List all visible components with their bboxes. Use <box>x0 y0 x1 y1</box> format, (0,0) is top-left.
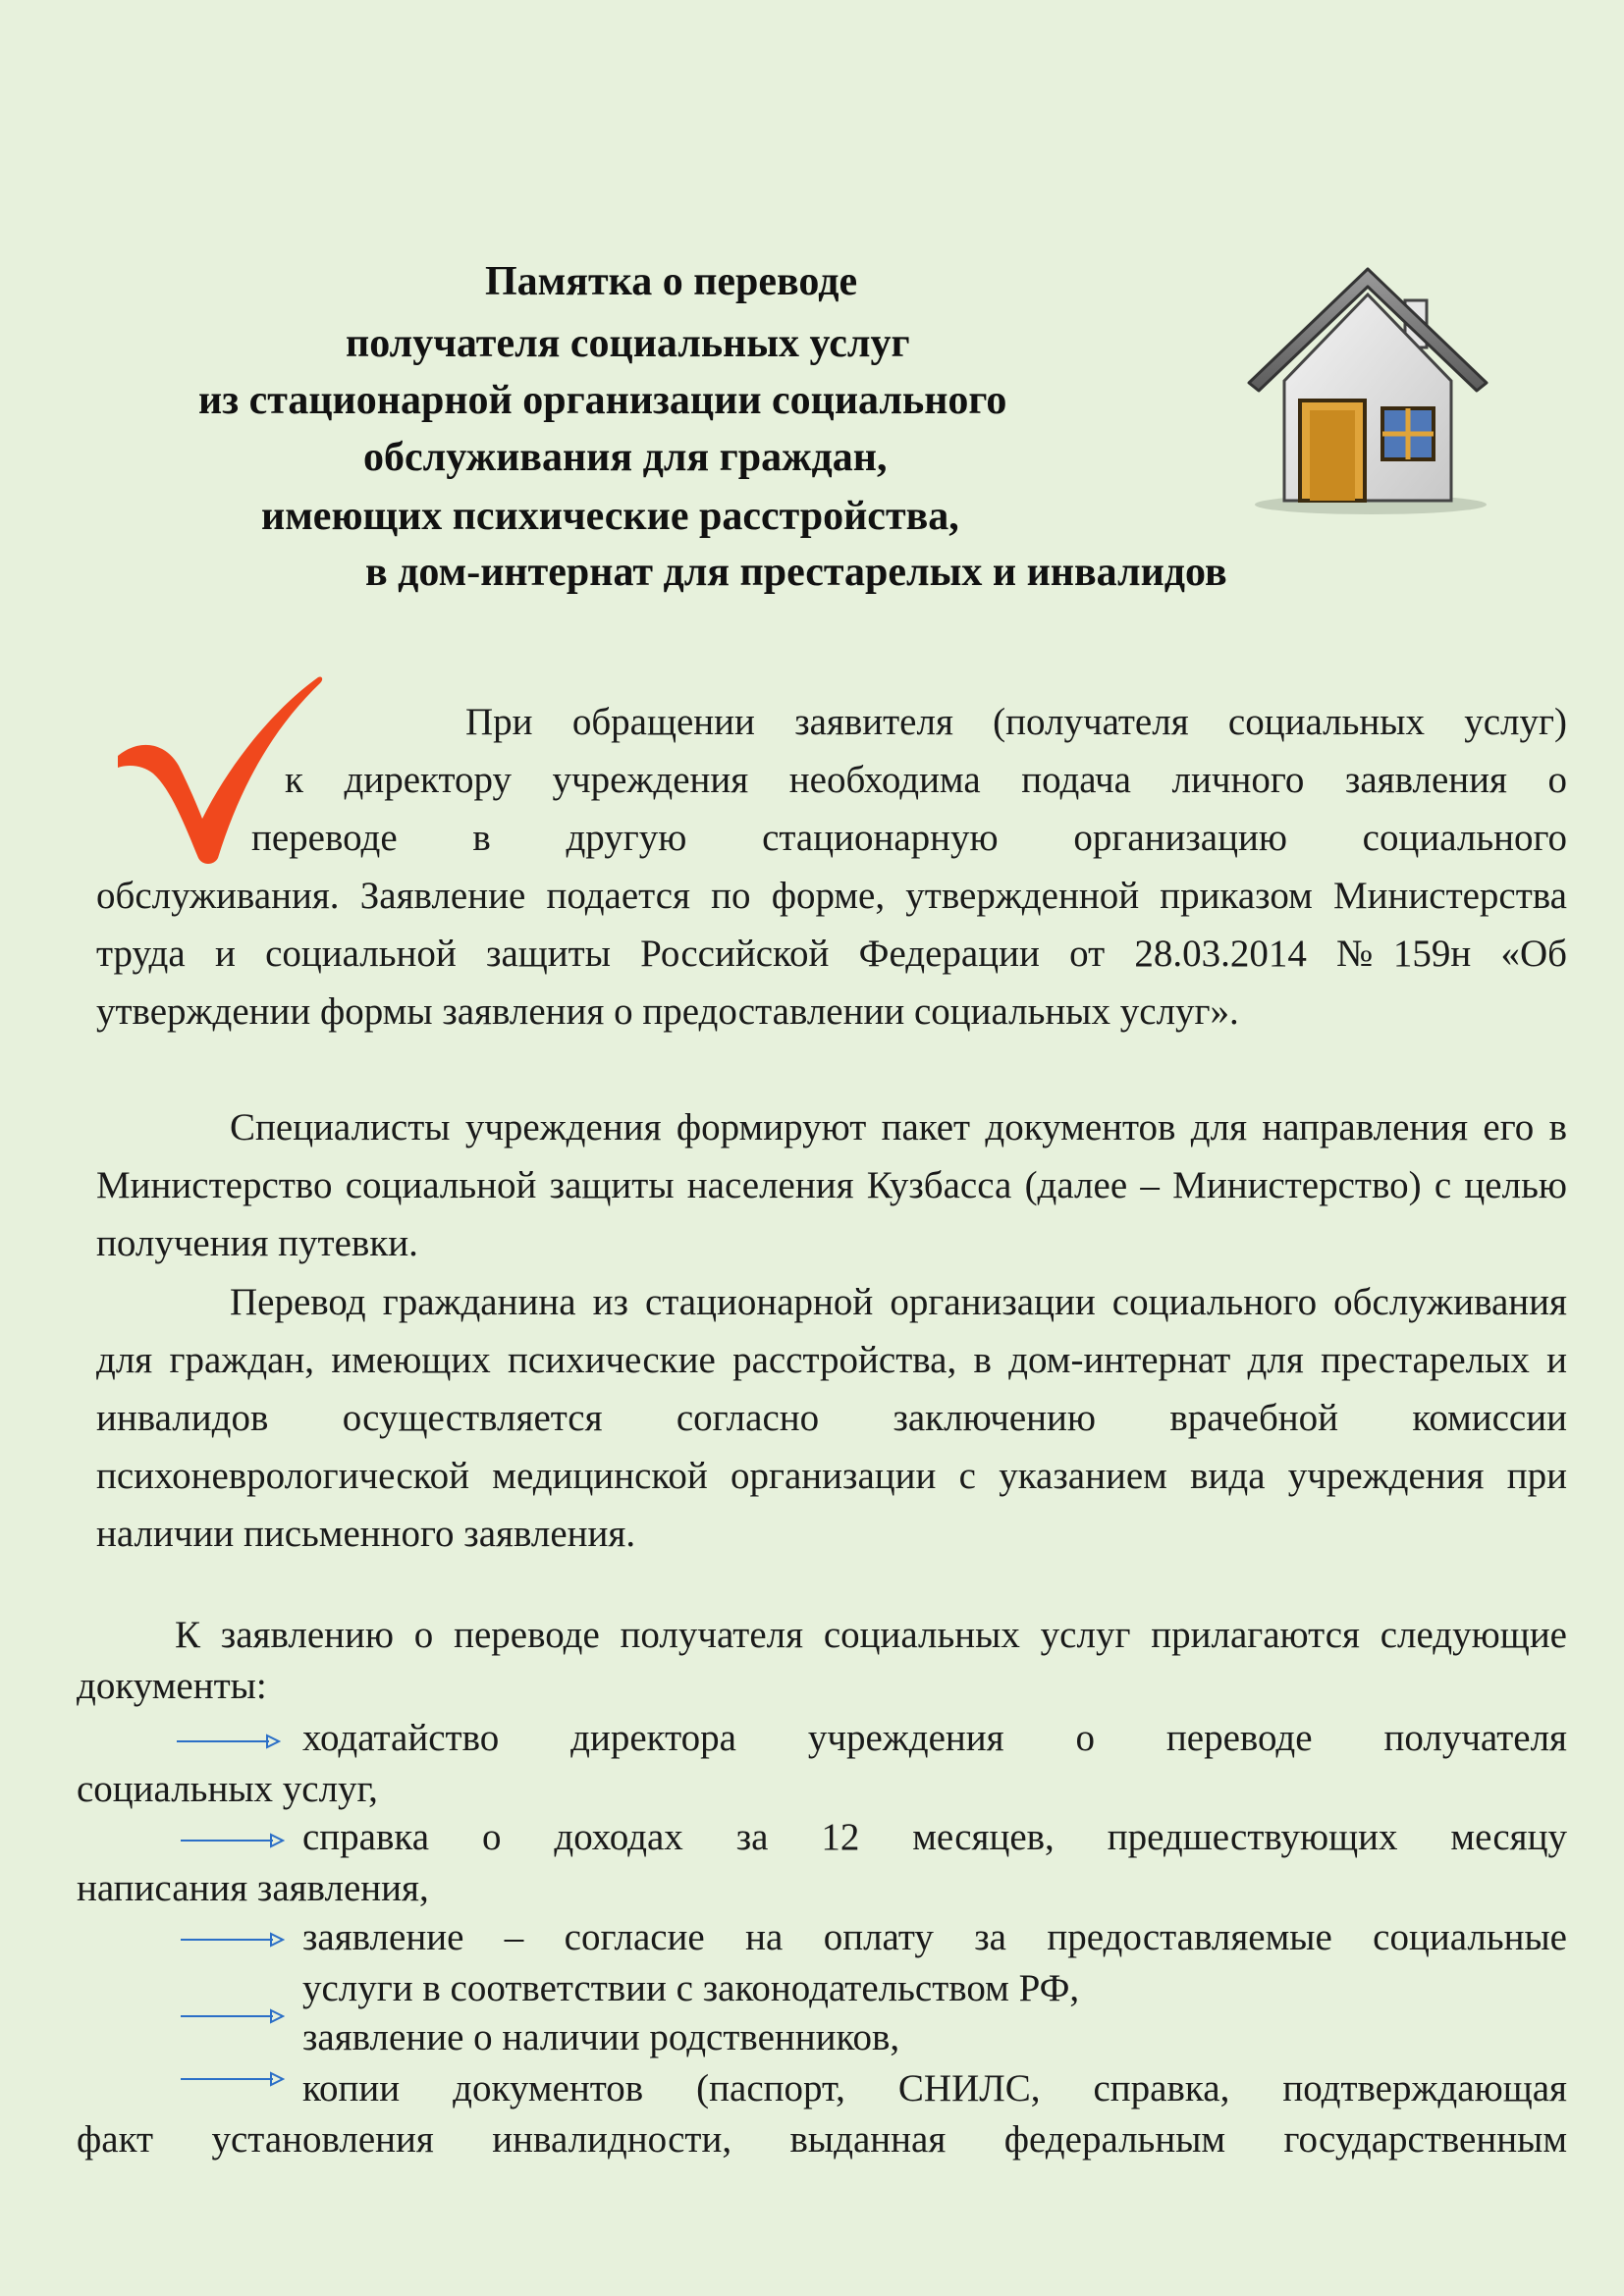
document-item-4-first: заявление о наличии родственников, <box>302 2016 900 2058</box>
arrow-icon <box>181 1930 285 1949</box>
transfer-paragraph: Перевод гражданина из стационарной организации социального обслуживания для граждан, имеющих психические расстройства, в дом-интернат для престарелых и инвалидов осуществляется согласно заключению врачебной комиссии психоневрологической медицинской организации с указанием вида учреждения при наличии письменного заявления. <box>96 1281 1567 1555</box>
arrow-icon <box>181 2006 285 2026</box>
document-item-3-first: заявление – согласие на оплату за предоставляемые социальные <box>302 1916 1567 1958</box>
title-line-1: Памятка о переводе <box>485 259 858 304</box>
title-line-4: обслуживания для граждан, <box>363 435 888 480</box>
document-item-3-rest: услуги в соответствии с законодательством РФ, <box>302 1967 1080 2009</box>
document-item-5-rest: факт установления инвалидности, выданная федеральным государственным <box>77 2118 1567 2161</box>
document-item-1-rest: социальных услуг, <box>77 1768 378 1810</box>
document-item-2-first: справка о доходах за 12 месяцев, предшествующих месяцу <box>302 1816 1567 1858</box>
documents-intro: К заявлению о переводе получателя социальных услуг прилагаются следующие документы: <box>77 1614 1567 1707</box>
document-item-3 <box>302 1912 1567 2014</box>
document-item-2-rest: написания заявления, <box>77 1867 429 1909</box>
intro-line-3: переводе в другую стационарную организацию социального <box>251 817 1567 859</box>
intro-line-2: к директору учреждения необходима подача личного заявления о <box>285 759 1567 801</box>
title-line-6: в дом-интернат для престарелых и инвалидов <box>365 550 1227 595</box>
intro-line-1: При обращении заявителя (получателя социальных услуг) <box>465 701 1567 743</box>
intro-rest: обслуживания. Заявление подается по форме, утвержденной приказом Министерства труда и социальной защиты Российской Федерации от 28.03.2014 №159н «Об утверждении формы заявления о предоставлении социальных услуг». <box>96 875 1567 1033</box>
specialists-paragraph: Специалисты учреждения формируют пакет документов для направления его в Министерство социальной защиты населения Кузбасса (далее – Министерство) с целью получения путевки. <box>96 1106 1567 1264</box>
title-line-2: получателя социальных услуг <box>346 321 910 366</box>
house-icon <box>1245 265 1490 520</box>
title-line-5: имеющих психические расстройства, <box>261 494 959 539</box>
document-item-1-first: ходатайство директора учреждения о переводе получателя <box>302 1717 1567 1759</box>
document-item-5 <box>77 2063 1567 2165</box>
document-item-5-first: копии документов (паспорт, СНИЛС, справка, подтверждающая <box>302 2067 1567 2109</box>
document-item-4 <box>302 2012 1567 2063</box>
title-line-3: из стационарной организации социального <box>198 378 1007 423</box>
document-item-2 <box>77 1812 1567 1914</box>
document-item-1 <box>77 1713 1567 1815</box>
